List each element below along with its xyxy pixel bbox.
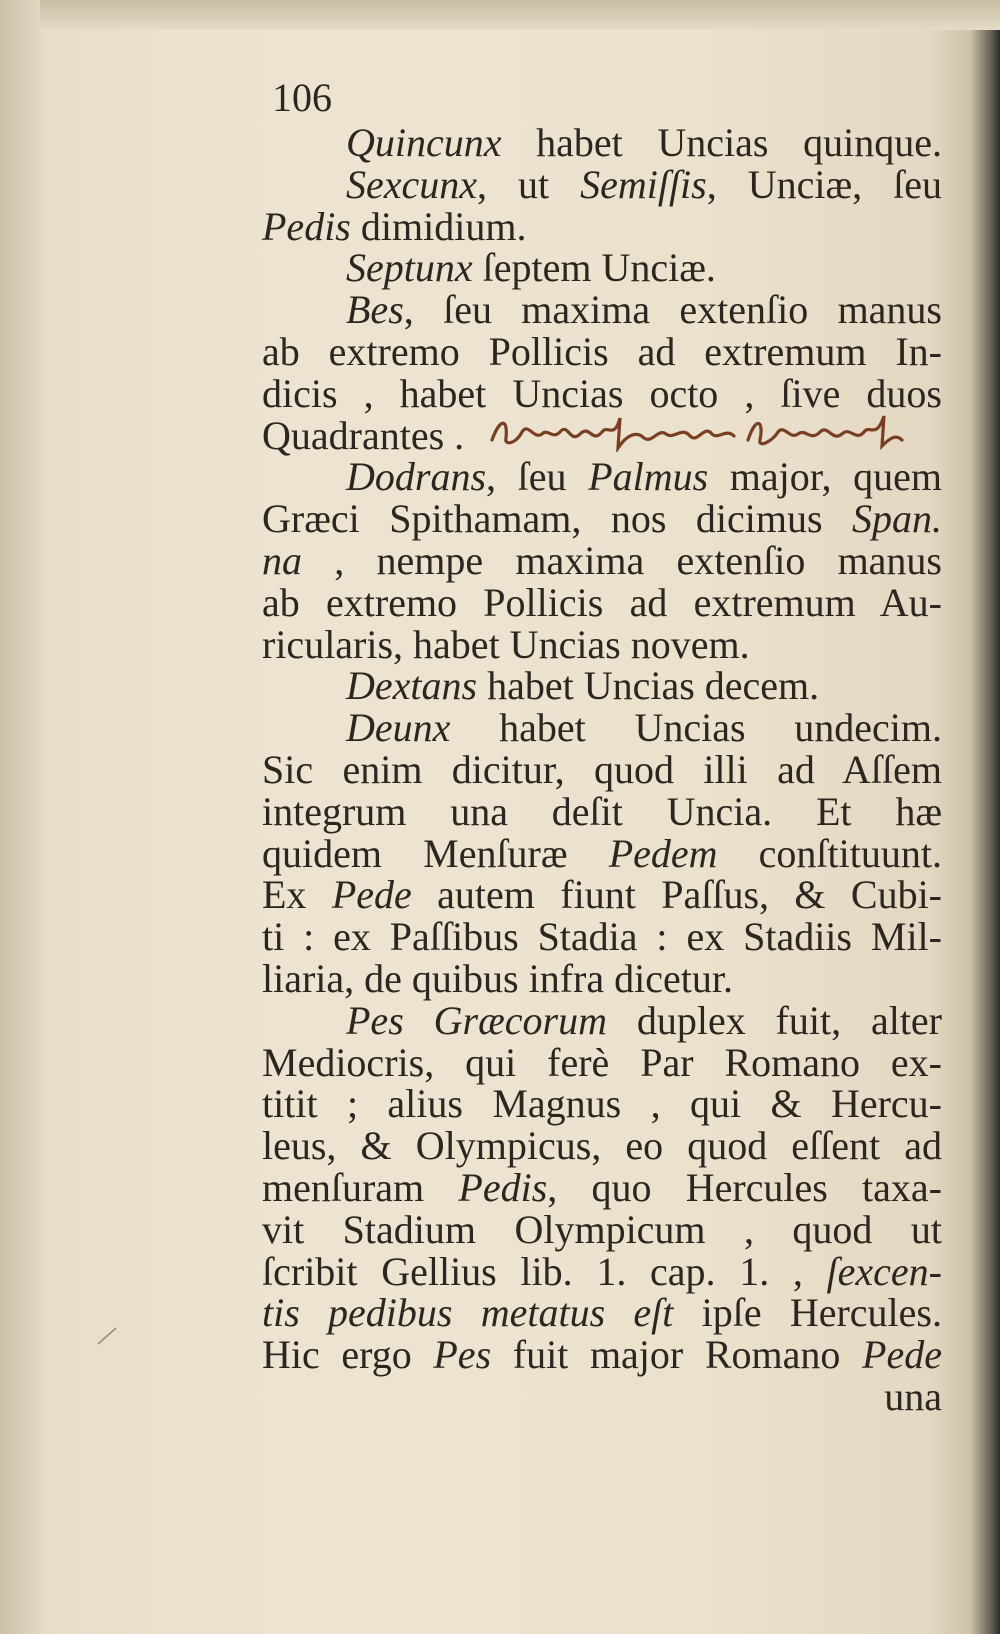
page-number: 106 [272,75,332,120]
italic-term: tis pedibus metatus eſt [262,1290,674,1336]
italic-term: Pes [433,1332,492,1378]
handwriting-scribble [486,410,906,452]
text-run: conſtituunt. [717,830,942,876]
text-line [262,1373,942,1419]
text-line [262,537,942,583]
text-line [262,1206,942,1252]
italic-term: Septunx [346,245,473,291]
text-run: ti : ex Paſſibus Stadia : ex Stadiis Mil- [262,914,942,960]
text-run: dicis , habet Uncias octo , ſive duos [262,370,942,416]
italic-term: ſexcen- [826,1248,942,1294]
text-run: ab extremo Pollicis ad extremum Au- [262,579,942,625]
text-line [262,498,942,540]
italic-term: Dextans [346,663,478,709]
italic-term: Semiſſis [580,161,707,207]
text-run: vit Stadium Olympicum , quod ut [262,1206,942,1252]
italic-term: Palmus [588,454,709,500]
handwritten-annotation [486,410,906,452]
italic-term: Pedem [608,830,718,876]
italic-term: Sexcunx [346,161,478,207]
italic-term: Bes [346,287,404,333]
text-lines [262,122,942,1418]
italic-term: Pede [862,1332,942,1378]
text-line [262,161,942,207]
text-line [262,370,942,416]
text-line [262,1248,942,1294]
text-run: Græci Spithamam, nos dicimus [262,496,852,542]
text-run: , Unciæ, ſeu [706,161,942,207]
italic-term: Pede [331,872,412,918]
text-run: leus, & Olympicus, eo quod eſſent ad [262,1123,942,1169]
text-line [262,788,942,834]
text-run: menſuram [262,1164,459,1210]
text-line [262,665,942,707]
text-line [262,328,942,374]
text-line [262,1039,942,1085]
page-top-shadow [0,0,1000,30]
italic-term: Pedis [458,1164,548,1210]
text-line [262,830,942,876]
text-line [262,289,942,331]
text-line [262,247,942,289]
text-line [262,122,942,164]
text-run: Sic enim dicitur, quod illi ad Aſſem [262,746,942,792]
text-line [262,579,942,625]
body-text [262,64,942,1418]
text-run: quidem Menſuræ [262,830,609,876]
text-run: una [884,1373,942,1419]
text-line [262,955,942,1001]
text-run: ricularis, habet Uncias novem. [262,621,750,667]
text-run: habet Uncias quinque. [501,120,942,165]
text-line [262,1292,942,1334]
pencil-tick-mark [96,1324,120,1348]
text-run: , ſeu maxima extenſio manus [403,287,942,333]
italic-term: Pedis [262,203,351,249]
italic-term: Quincunx [346,120,502,165]
text-line [262,1125,942,1167]
text-run: , nempe maxima extenſio manus [302,537,942,583]
text-run: autem fiunt Paſſus, & Cubi- [411,872,942,918]
text-line [262,456,942,498]
page-left-shadow [0,0,40,1634]
text-line [262,874,942,916]
text-line [262,1083,942,1125]
text-run: ipſe Hercules. [673,1290,942,1336]
italic-term: Græcorum [433,997,607,1043]
text-run: ſcribit Gellius lib. 1. cap. 1. , [262,1248,827,1294]
text-run: Mediocris, qui ferè Par Romano ex- [262,1039,942,1085]
text-run: Quadrantes . [262,412,465,458]
text-line [262,203,942,249]
text-line [262,916,942,958]
text-run: liaria, de quibus infra dicetur. [262,955,733,1001]
text-run: titit ; alius Magnus , qui & Hercu- [262,1081,942,1127]
text-line [262,1334,942,1376]
text-run: habet Uncias undecim. [450,705,942,751]
text-run: major, quem [708,454,942,500]
text-run: Ex [262,872,332,918]
text-line [262,746,942,792]
text-line [262,1164,942,1210]
text-run: , ut [477,161,581,207]
text-run: , ſeu [486,454,589,500]
text-line [262,707,942,749]
italic-term: na [262,537,302,583]
text-run [404,998,434,1043]
text-run: ab extremo Pollicis ad extremum In- [262,328,942,374]
italic-term: Deunx [346,705,451,751]
text-run: habet Uncias decem. [477,663,820,709]
italic-term: Pes [346,997,404,1043]
italic-term: Span. [852,496,942,542]
text-run: duplex fuit, alter [606,997,943,1043]
text-run: fuit major Romano [491,1332,863,1378]
text-line [262,621,942,667]
text-line [262,997,943,1043]
text-run: Hic ergo [262,1332,434,1378]
text-run: , quo Hercules taxa- [547,1164,942,1210]
text-run: ſeptem Unciæ. [472,245,716,291]
text-run: integrum una deſit Uncia. Et hæ [262,788,942,834]
italic-term: Dodrans [346,454,487,500]
text-run: dimidium. [350,203,527,249]
